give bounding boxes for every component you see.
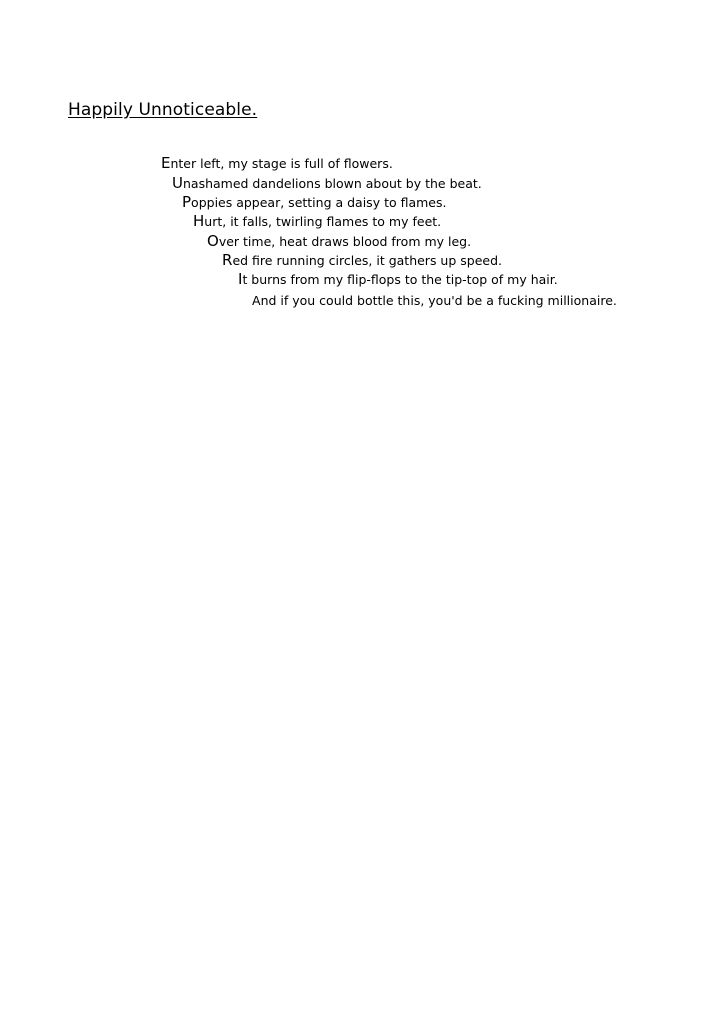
line-initial: R <box>222 251 233 269</box>
line-text: urt, it falls, twirling flames to my feet. <box>204 214 442 229</box>
poem-title: Happily Unnoticeable. <box>68 100 258 120</box>
poem-line <box>222 251 502 270</box>
line-text: ed fire running circles, it gathers up speed. <box>232 253 502 268</box>
line-initial: A <box>252 293 261 308</box>
line-text: ver time, heat draws blood from my leg. <box>218 234 472 249</box>
line-text: nashamed dandelions blown about by the beat. <box>182 176 482 191</box>
line-text: nter left, my stage is full of flowers. <box>170 156 393 171</box>
line-initial: U <box>172 174 183 192</box>
line-initial: I <box>238 270 243 288</box>
line-initial: E <box>161 154 171 172</box>
line-text: oppies appear, setting a daisy to flames. <box>191 195 447 210</box>
poem-line <box>193 212 441 231</box>
poem-line <box>172 174 482 193</box>
poem-line <box>238 270 558 289</box>
line-initial: O <box>207 232 219 250</box>
poem-line <box>161 154 393 173</box>
line-text: nd if you could bottle this, you'd be a fucking millionaire. <box>260 293 617 308</box>
line-initial: P <box>182 193 192 211</box>
line-text: t burns from my flip-flops to the tip-top of my hair. <box>242 272 558 287</box>
line-initial: H <box>193 212 205 230</box>
poem-line <box>182 193 446 212</box>
poem-line <box>207 232 471 251</box>
poem-line <box>252 292 617 310</box>
